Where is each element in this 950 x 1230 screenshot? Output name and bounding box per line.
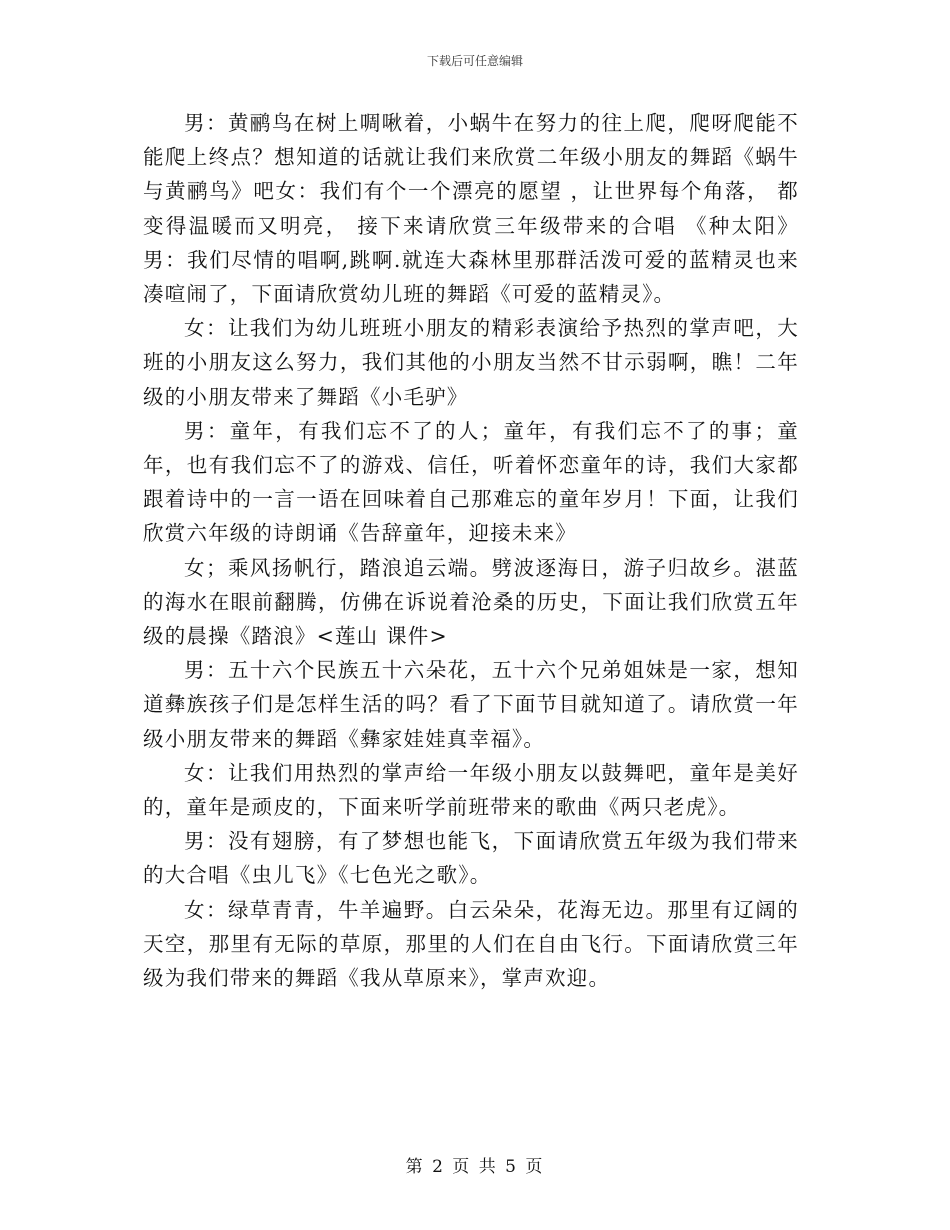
document-body [143, 106, 799, 995]
paragraph-1: 男：黄鹂鸟在树上啁啾着，小蜗牛在努力的往上爬，爬呀爬能不能爬上终点？想知道的话就让我们来欣赏二年级小朋友的舞蹈《蜗牛与黄鹂鸟》吧女：我们有个一个漂亮的愿望 ，让世界每个角落， 都变得温暖而又明亮， 接下来请欣赏三年级带来的合唱 《种太阳》男：我们尽情的唱啊,跳啊.就连大森林里那群活泼可爱的蓝精灵也来凑喧闹了，下面请欣赏幼儿班的舞蹈《可爱的蓝精灵》。 [143, 111, 799, 307]
paragraph-8: 女：绿草青青，牛羊遍野。白云朵朵，花海无边。那里有辽阔的天空，那里有无际的草原，那里的人们在自由飞行。下面请欣赏三年级为我们带来的舞蹈《我从草原来》，掌声欢迎。 [143, 897, 799, 991]
paragraph-4: 女；乘风扬帆行，踏浪追云端。劈波逐海日，游子归故乡。湛蓝的海水在眼前翻腾，仿佛在诉说着沧桑的历史，下面让我们欣赏五年级的晨操《踏浪》<莲山 课件> [143, 555, 799, 649]
paragraph-7: 男：没有翅膀，有了梦想也能飞，下面请欣赏五年级为我们带来的大合唱《虫儿飞》《七色光之歌》。 [143, 829, 799, 888]
paragraph-2: 女：让我们为幼儿班班小朋友的精彩表演给予热烈的掌声吧，大班的小朋友这么努力，我们其他的小朋友当然不甘示弱啊，瞧！二年级的小朋友带来了舞蹈《小毛驴》 [143, 316, 799, 409]
page-header: 下载后可任意编辑 [426, 54, 523, 68]
paragraph-5: 男：五十六个民族五十六朵花，五十六个兄弟姐妹是一家，想知道彝族孩子们是怎样生活的吗？看了下面节目就知道了。请欣赏一年级小朋友带来的舞蹈《彝家娃娃真幸福》。 [143, 658, 799, 751]
page-footer: 第 2 页 共 5 页 [405, 1157, 545, 1177]
paragraph-3: 男：童年，有我们忘不了的人；童年，有我们忘不了的事；童年，也有我们忘不了的游戏、信任，听着怀恋童年的诗，我们大家都跟着诗中的一言一语在回味着自己那难忘的童年岁月！下面，让我们欣赏六年级的诗朗诵《告辞童年，迎接未来》 [143, 418, 799, 546]
paragraph-6: 女：让我们用热烈的掌声给一年级小朋友以鼓舞吧，童年是美好的，童年是顽皮的，下面来听学前班带来的歌曲《两只老虎》。 [143, 760, 799, 820]
